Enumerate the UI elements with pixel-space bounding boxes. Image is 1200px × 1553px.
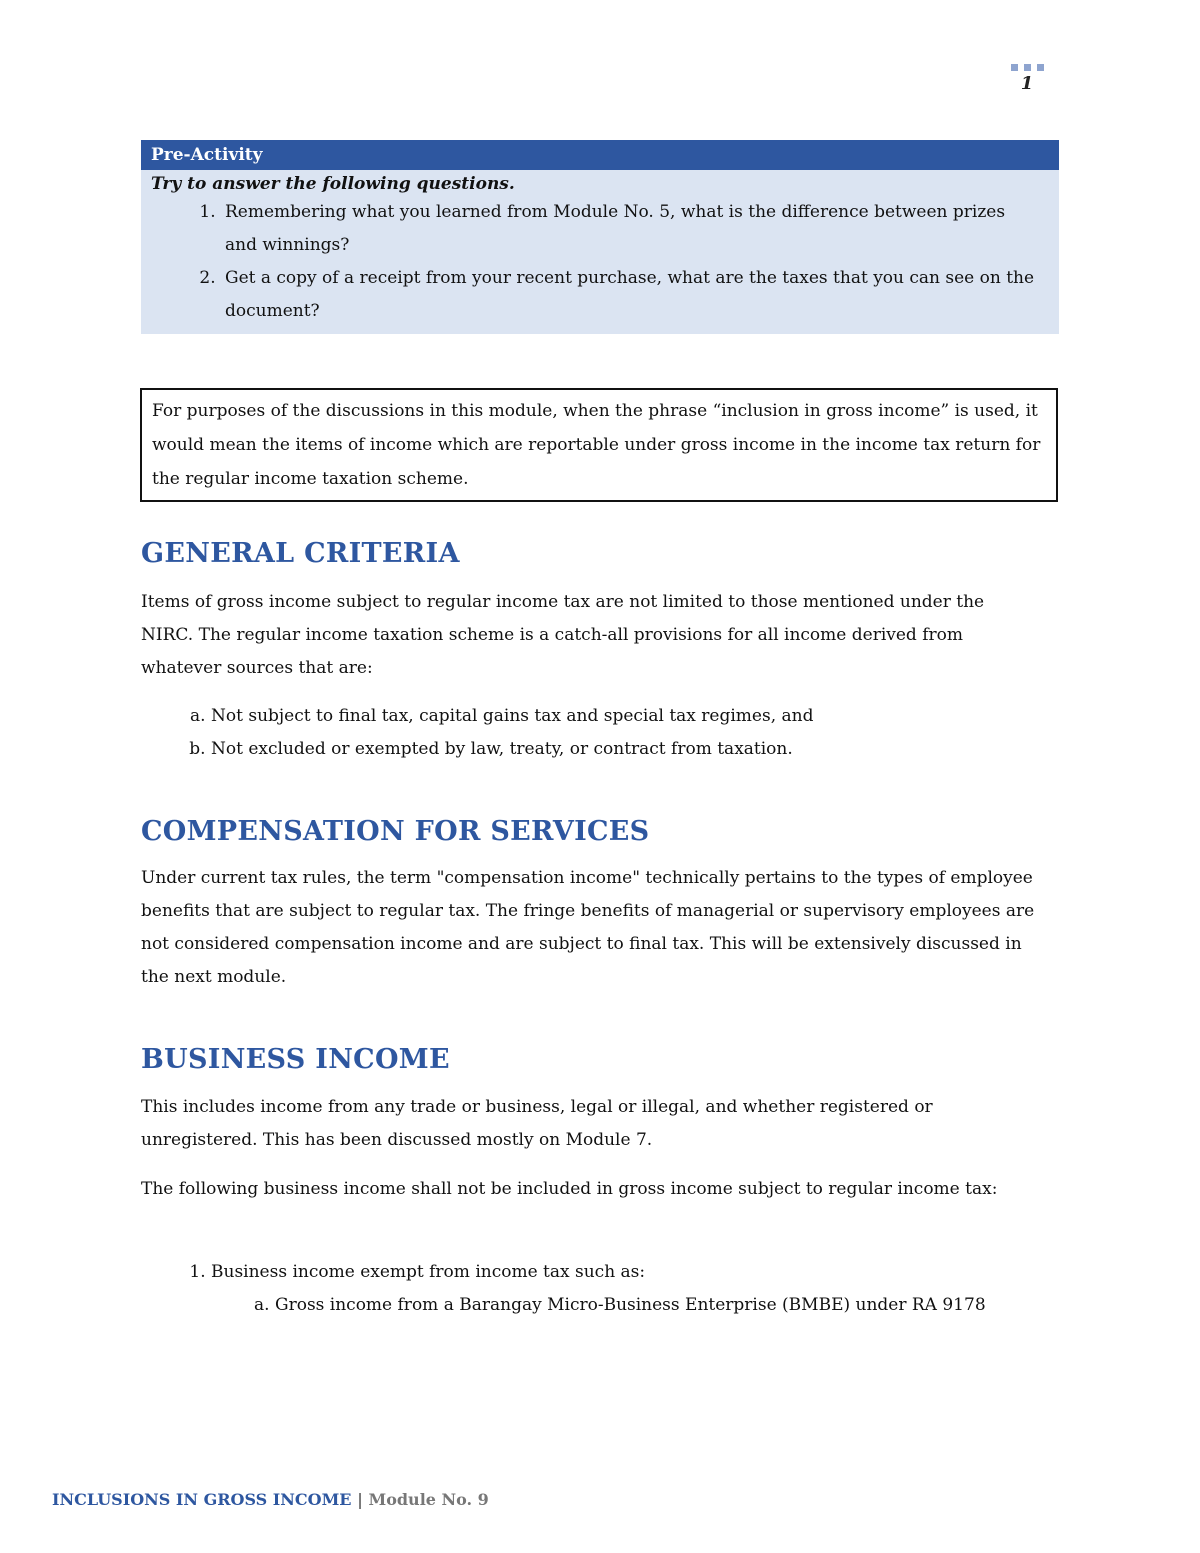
footer-separator: |: [357, 1490, 363, 1509]
pre-activity-instruction: Try to answer the following questions.: [151, 174, 515, 194]
compensation-heading: COMPENSATION FOR SERVICES: [141, 816, 650, 847]
page-footer: [52, 1490, 489, 1509]
general-criteria-list: [141, 700, 1111, 766]
list-item: b. Not excluded or exempted by law, treaty, or contract from taxation.: [211, 733, 1111, 766]
list-item: a. Not subject to final tax, capital gains tax and special tax regimes, and: [211, 700, 1111, 733]
business-income-heading: BUSINESS INCOME: [141, 1044, 450, 1075]
footer-title: INCLUSIONS IN GROSS INCOME: [52, 1490, 352, 1509]
compensation-body: Under current tax rules, the term "compensation income" technically pertains to the types of employee benefits that are subject to regular tax. The fringe benefits of managerial or supervisory employees are not considered compensation income and are subject to final tax. This will be extensively discussed in the next module.: [141, 868, 1035, 987]
question-item: 1. Remembering what you learned from Module No. 5, what is the difference between prizes and winnings?: [221, 196, 1039, 262]
business-income-exclusion-list: [141, 1256, 1111, 1322]
general-criteria-intro: Items of gross income subject to regular income tax are not limited to those mentioned under the NIRC. The regular income taxation scheme is a catch-all provisions for all income derived from whatever sources that are:: [141, 592, 985, 678]
sub-list-item: a. Gross income from a Barangay Micro-Business Enterprise (BMBE) under RA 9178: [275, 1289, 1111, 1322]
pre-activity-questions: [141, 196, 1059, 334]
definition-note-box: For purposes of the discussions in this module, when the phrase “inclusion in gross income” is used, it would mean the items of income which are reportable under gross income in the income tax return for the regular income taxation scheme.: [140, 388, 1058, 502]
dot-icon: [1011, 64, 1018, 71]
pre-activity-header: Pre-Activity: [141, 140, 1059, 170]
question-item: 2. Get a copy of a receipt from your recent purchase, what are the taxes that you can see on the document?: [221, 262, 1039, 328]
decorative-dots: [1002, 64, 1052, 71]
footer-module: Module No. 9: [368, 1490, 489, 1509]
list-item-text: Business income exempt from income tax such as:: [211, 1262, 646, 1282]
dot-icon: [1024, 64, 1031, 71]
sub-list: [211, 1289, 1111, 1322]
dot-icon: [1037, 64, 1044, 71]
business-income-para-1: This includes income from any trade or business, legal or illegal, and whether registered or unregistered. This has been discussed mostly on Module 7.: [141, 1097, 933, 1150]
general-criteria-heading: GENERAL CRITERIA: [141, 538, 460, 569]
business-income-para-2: The following business income shall not be included in gross income subject to regular income tax:: [141, 1179, 998, 1199]
page-number-block: [1002, 64, 1052, 94]
page-number: 1: [1020, 73, 1034, 94]
list-item: [211, 1256, 1111, 1322]
pre-activity-panel: [141, 140, 1059, 334]
